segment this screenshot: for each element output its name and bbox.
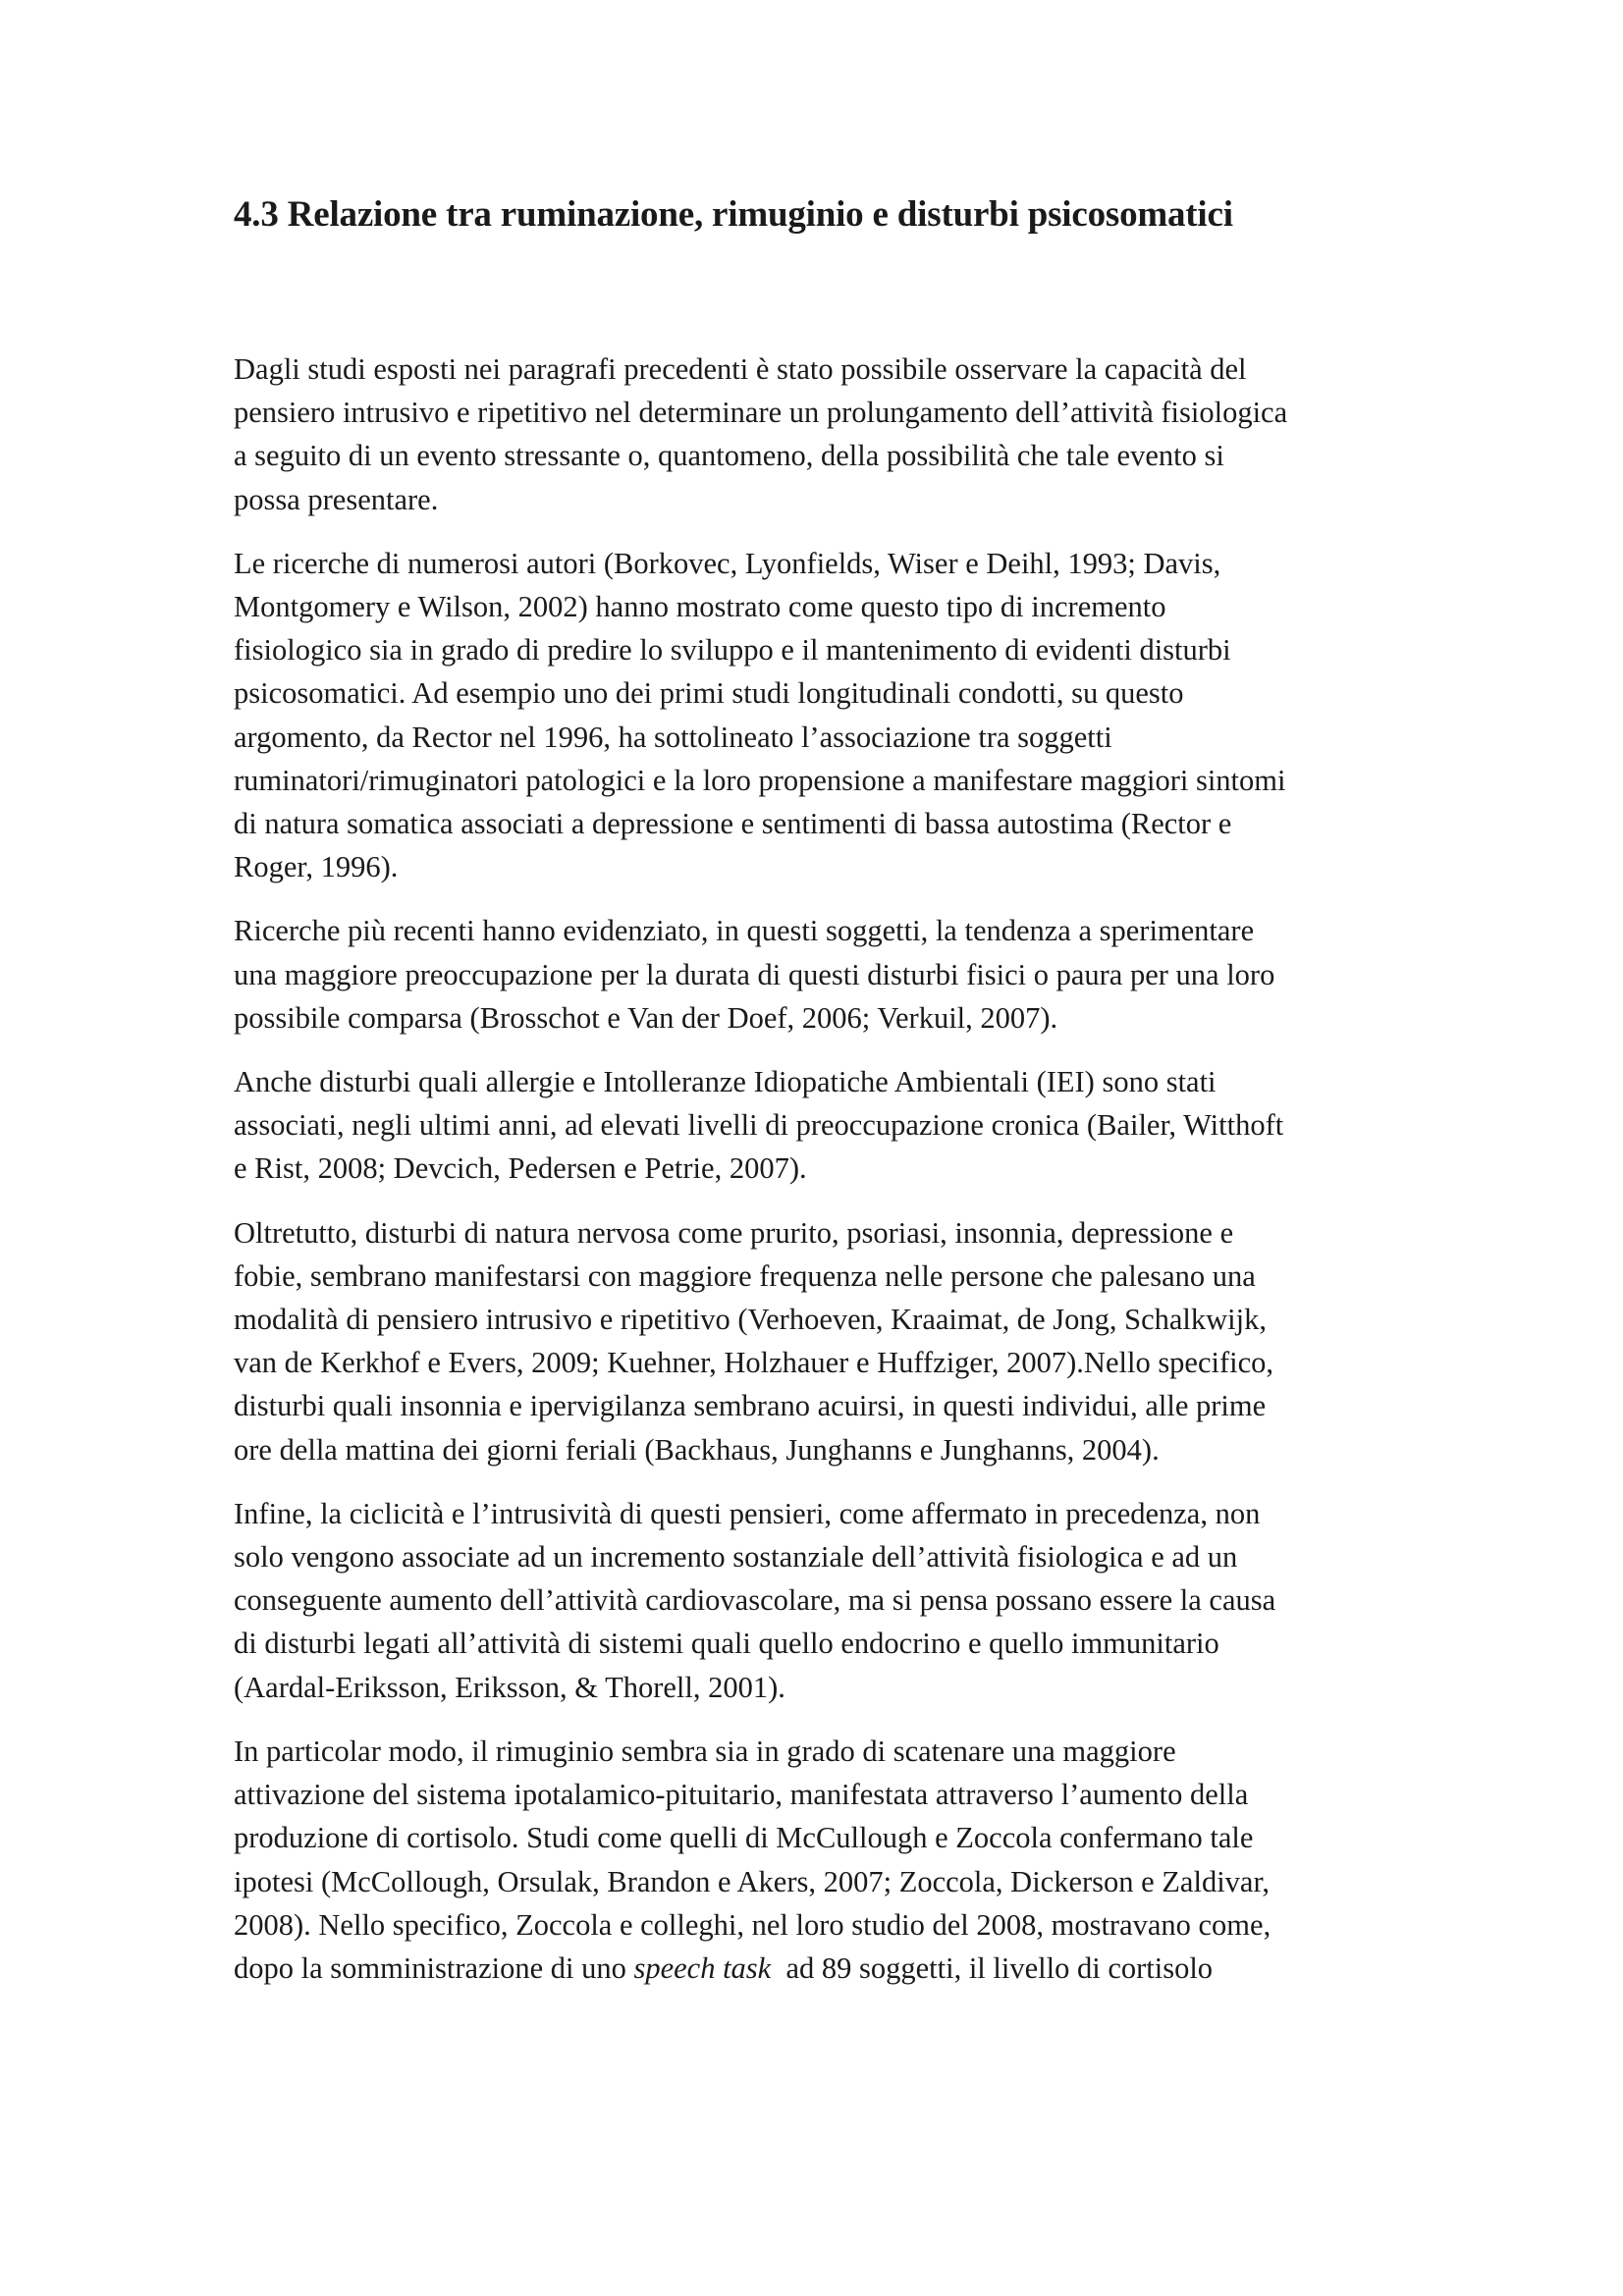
paragraph [234, 1060, 1398, 1191]
text-line: ruminatori/rimuginatori patologici e la loro propensione a manifestare maggiori sintomi [234, 763, 1286, 797]
text-line: fobie, sembrano manifestarsi con maggiore frequenza nelle persone che palesano una [234, 1258, 1256, 1293]
paragraph [234, 542, 1398, 889]
text-line: In particolar modo, il rimuginio sembra sia in grado di scatenare una maggiore [234, 1734, 1176, 1768]
text-line: solo vengono associate ad un incremento sostanziale dell’attività fisiologica e ad un [234, 1540, 1238, 1575]
text-line: argomento, da Rector nel 1996, ha sottolineato l’associazione tra soggetti [234, 720, 1112, 754]
text-line: conseguente aumento dell’attività cardiovascolare, ma si pensa possano essere la causa [234, 1583, 1276, 1618]
text-line: Anche disturbi quali allergie e Intolleranze Idiopatiche Ambientali (IEI) sono stati [234, 1065, 1217, 1099]
text-line: produzione di cortisolo. Studi come quelli di McCullough e Zoccola confermano tale [234, 1821, 1254, 1855]
text-run: ad 89 soggetti, il livello di cortisolo [771, 1950, 1214, 1985]
text-line: Infine, la ciclicità e l’intrusività di questi pensieri, come affermato in precedenza, non [234, 1496, 1261, 1530]
text-line: ipotesi (McCollough, Orsulak, Brandon e Akers, 2007; Zoccola, Dickerson e Zaldivar, [234, 1864, 1271, 1898]
paragraph [234, 1492, 1398, 1709]
text-line: Dagli studi esposti nei paragrafi precedenti è stato possibile osservare la capacità del [234, 352, 1247, 386]
paragraph [234, 909, 1398, 1040]
text-line: 2008). Nello specifico, Zoccola e colleghi, nel loro studio del 2008, mostravano come, [234, 1907, 1271, 1942]
section-heading: 4.3 Relazione tra ruminazione, rimuginio e disturbi psicosomatici [234, 194, 1233, 235]
text-line: a seguito di un evento stressante o, quantomeno, della possibilità che tale evento si [234, 439, 1224, 473]
text-line: e Rist, 2008; Devcich, Pedersen e Petrie, 2007). [234, 1151, 807, 1186]
text-line: disturbi quali insonnia e ipervigilanza sembrano acuirsi, in questi individui, alle prime [234, 1389, 1267, 1423]
text-line: di natura somatica associati a depressione e sentimenti di bassa autostima (Rector e [234, 807, 1232, 841]
text-line: di disturbi legati all’attività di sistemi quali quello endocrino e quello immunitario [234, 1627, 1219, 1661]
text-line: possa presentare. [234, 482, 439, 516]
text-line: Roger, 1996). [234, 850, 399, 884]
text-line: psicosomatici. Ad esempio uno dei primi studi longitudinali condotti, su questo [234, 676, 1184, 711]
paragraph [234, 347, 1398, 521]
text-line: modalità di pensiero intrusivo e ripetitivo (Verhoeven, Kraaimat, de Jong, Schalkwijk, [234, 1303, 1267, 1337]
paragraph [234, 1211, 1398, 1471]
text-line: pensiero intrusivo e ripetitivo nel determinare un prolungamento dell’attività fisiologica [234, 396, 1288, 430]
text-line: Le ricerche di numerosi autori (Borkovec, Lyonfields, Wiser e Deihl, 1993; Davis, [234, 546, 1221, 580]
text-line: van de Kerkhof e Evers, 2009; Kuehner, Holzhauer e Huffziger, 2007).Nello specifico, [234, 1346, 1274, 1380]
body-text [234, 347, 1398, 2010]
text-line: Montgomery e Wilson, 2002) hanno mostrato come questo tipo di incremento [234, 590, 1166, 624]
text-line: associati, negli ultimi anni, ad elevati livelli di preoccupazione cronica (Bailer, Witthoft [234, 1108, 1284, 1143]
text-line: ore della mattina dei giorni feriali (Backhaus, Junghanns e Junghanns, 2004). [234, 1432, 1160, 1467]
paragraph [234, 1730, 1398, 1990]
text-line: attivazione del sistema ipotalamico-pituitario, manifestata attraverso l’aumento della [234, 1778, 1249, 1812]
text-line: (Aardal-Eriksson, Eriksson, & Thorell, 2001). [234, 1670, 785, 1704]
text-line: Ricerche più recenti hanno evidenziato, in questi soggetti, la tendenza a sperimentare [234, 914, 1255, 948]
text-line: possibile comparsa (Brosschot e Van der Doef, 2006; Verkuil, 2007). [234, 1000, 1058, 1035]
text-line [234, 1947, 1398, 1990]
text-line: fisiologico sia in grado di predire lo sviluppo e il mantenimento di evidenti disturbi [234, 633, 1231, 667]
text-run: dopo la somministrazione di uno [234, 1950, 634, 1985]
italic-term: speech task [633, 1950, 772, 1985]
text-line: Oltretutto, disturbi di natura nervosa come prurito, psoriasi, insonnia, depressione e [234, 1215, 1234, 1250]
text-line: una maggiore preoccupazione per la durata di questi disturbi fisici o paura per una loro [234, 957, 1275, 991]
